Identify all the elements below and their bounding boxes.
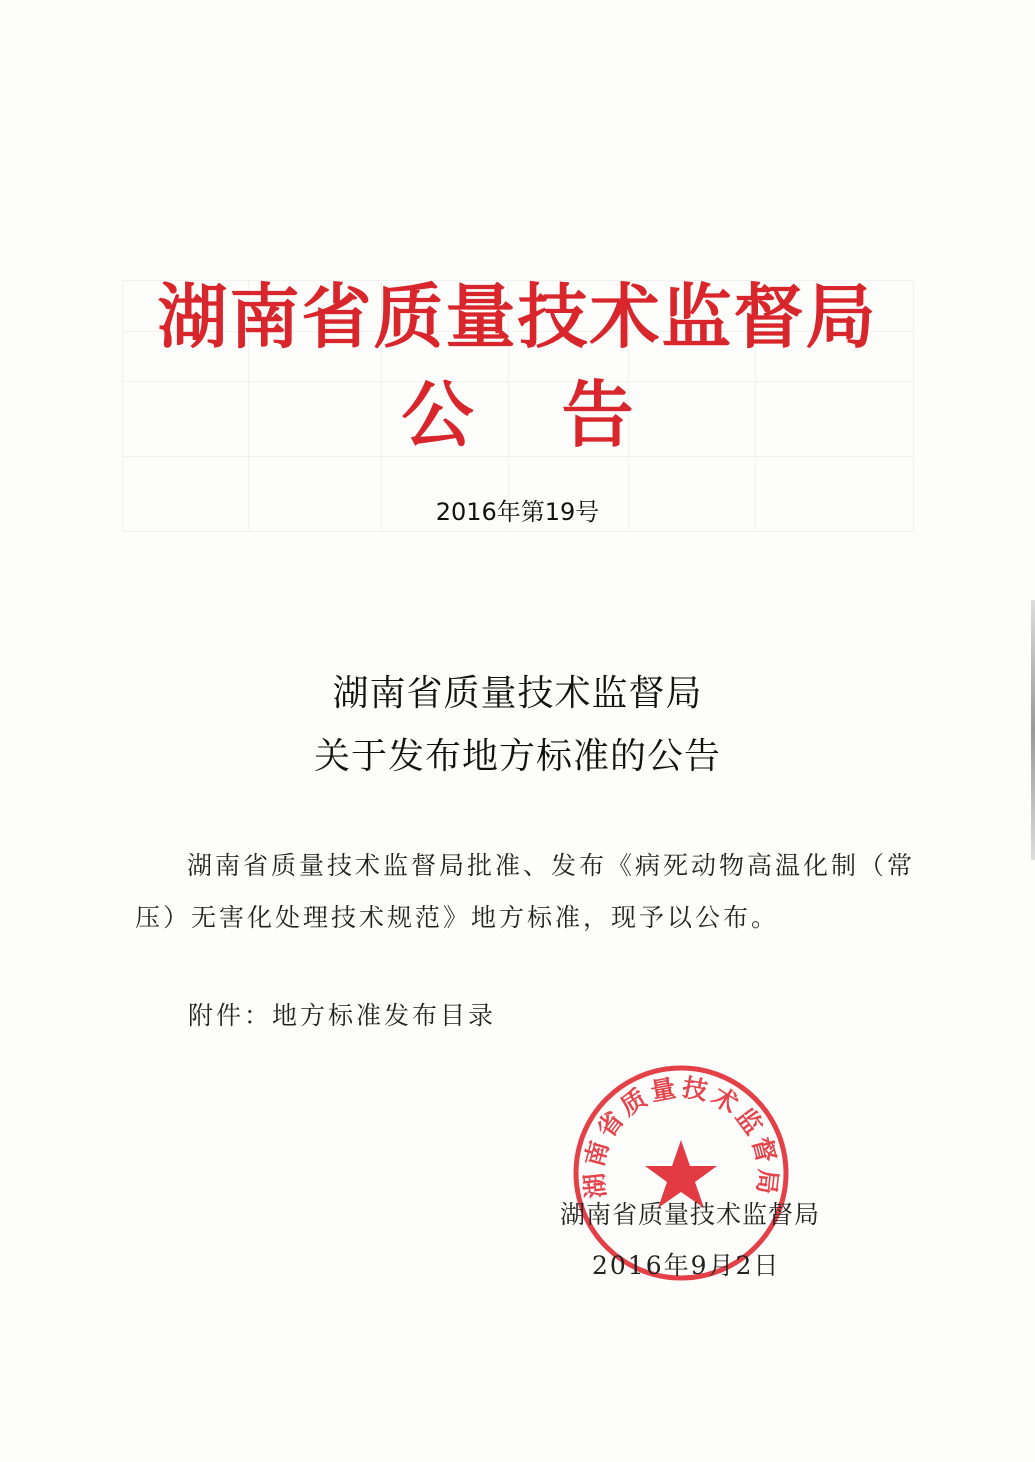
agency-header: 湖南省质量技术监督局 [157, 276, 878, 358]
seal-text: 湖南省质量技术监督局 [579, 1072, 783, 1200]
attachment-note: 附件：地方标准发布目录 [188, 1001, 497, 1030]
document-number: 2016年第19号 [435, 498, 600, 526]
signature-organization: 湖南省质量技术监督局 [560, 1200, 821, 1229]
signature-date: 2016年9月2日 [592, 1251, 781, 1280]
notice-title-line2: 关于发布地方标准的公告 [313, 736, 721, 777]
notice-body: 湖南省质量技术监督局批准、发布《病死动物高温化制（常压）无害化处理技术规范》地方标准，现予以公布。 [135, 851, 916, 932]
notice-title-line1: 湖南省质量技术监督局 [332, 673, 703, 714]
doc-type-heading: 公告 [401, 373, 722, 457]
